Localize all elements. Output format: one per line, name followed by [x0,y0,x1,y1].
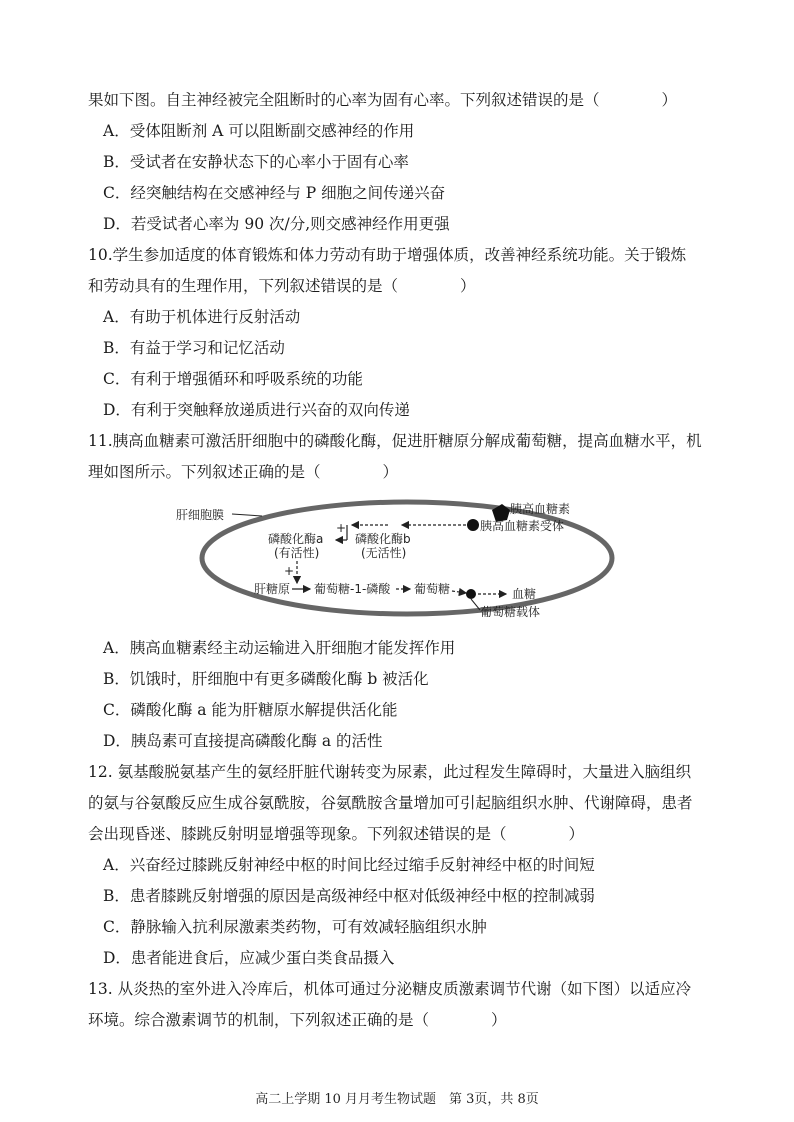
answer-option: D．患者能进食后，应减少蛋白类食品摄入 [103,949,395,967]
question-text: 13. 从炎热的室外进入冷库后，机体可通过分泌糖皮质激素调节代谢（如下图）以适应冷 [88,980,692,998]
glycogen-label: 肝糖原 [254,582,291,596]
page-footer: 高二上学期 10 月月考生物试题 第 3页，共 8页 [255,1092,539,1107]
enzyme-a-name: 磷酸化酶a [268,532,324,546]
transporter-leader [471,599,480,610]
membrane-label-leader [232,514,262,516]
answer-option: A．胰高血糖素经主动运输进入肝细胞才能发挥作用 [103,639,456,657]
answer-option: D．有利于突触释放递质进行兴奋的双向传递 [103,401,410,419]
enzyme-a-state: (有活性) [274,546,320,560]
answer-option: B．受试者在安静状态下的心率小于固有心率 [103,153,409,171]
answer-option: A．有助于机体进行反射活动 [103,308,301,326]
plus-sign-1: + [336,521,347,535]
transporter-label: 葡萄糖载体 [480,605,541,619]
enzyme-b-name: 磷酸化酶b [355,532,411,546]
g1p-label: 葡萄糖-1-磷酸 [314,582,391,596]
answer-option: C．有利于增强循环和呼吸系统的功能 [103,370,363,388]
glucagon-label: 胰高血糖素 [510,502,571,516]
blood-glucose-label: 血糖 [512,587,537,601]
enzyme-b-state: (无活性) [361,546,407,560]
receptor-label: 胰高血糖素受体 [480,519,565,533]
answer-option: A．兴奋经过膝跳反射神经中枢的时间比经过缩手反射神经中枢的时间短 [103,856,595,874]
question-text: 果如下图。自主神经被完全阻断时的心率为固有心率。下列叙述错误的是（ ） [88,91,678,109]
answer-option: B．患者膝跳反射增强的原因是高级神经中枢对低级神经中枢的控制减弱 [103,887,595,905]
question-text: 12. 氨基酸脱氨基产生的氨经肝脏代谢转变为尿素，此过程发生障碍时，大量进入脑组织 [88,763,692,781]
glucagon-mechanism-diagram [170,492,640,622]
question-text: 的氨与谷氨酸反应生成谷氨酰胺，谷氨酰胺含量增加可引起脑组织水肿、代谢障碍，患者 [88,794,693,812]
answer-option: C．磷酸化酶 a 能为肝糖原水解提供活化能 [103,701,398,719]
answer-option: C．经突触结构在交感神经与 P 细胞之间传递兴奋 [103,184,446,202]
question-text: 11.胰高血糖素可激活肝细胞中的磷酸化酶，促进肝糖原分解成葡萄糖，提高血糖水平，机 [88,432,702,450]
answer-option: D．胰岛素可直接提高磷酸化酶 a 的活性 [103,732,383,750]
glucose-arrow [452,591,466,593]
receptor-dot [467,519,479,531]
answer-option: B．饥饿时，肝细胞中有更多磷酸化酶 b 被活化 [103,670,429,688]
answer-option: B．有益于学习和记忆活动 [103,339,285,357]
question-text: 理如图所示。下列叙述正确的是（ ） [88,463,399,481]
answer-option: A．受体阻断剂 A 可以阻断副交感神经的作用 [103,122,415,140]
question-text: 10.学生参加适度的体育锻炼和体力劳动有助于增强体质，改善神经系统功能。关于锻炼 [88,246,687,264]
transporter-dot [466,589,476,599]
answer-option: C．静脉输入抗利尿激素类药物，可有效减轻脑组织水肿 [103,918,487,936]
question-text: 环境。综合激素调节的机制，下列叙述正确的是（ ） [88,1011,507,1029]
glucose-label: 葡萄糖 [414,582,451,596]
question-text: 和劳动具有的生理作用，下列叙述错误的是（ ） [88,277,476,295]
plus-sign-2: + [284,564,295,578]
membrane-label: 肝细胞膜 [176,508,225,522]
question-text: 会出现昏迷、膝跳反射明显增强等现象。下列叙述错误的是（ ） [88,825,585,843]
answer-option: D．若受试者心率为 90 次/分,则交感神经作用更强 [103,215,450,233]
